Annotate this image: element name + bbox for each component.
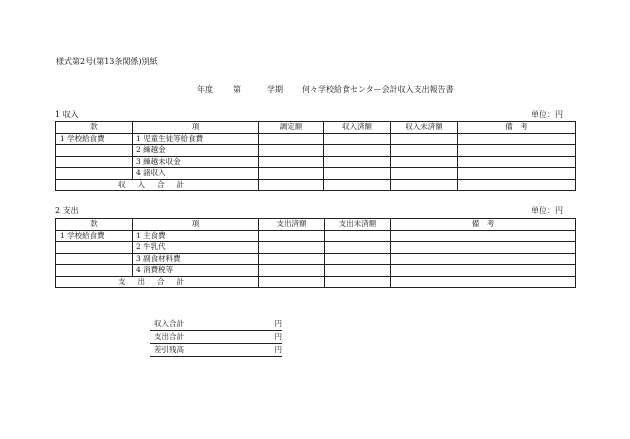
summary-unit: 円 bbox=[274, 345, 282, 354]
empty-cell bbox=[259, 265, 325, 277]
empty-cell bbox=[325, 253, 391, 265]
title-name: 何々学校給食センター会計収入支出報告書 bbox=[302, 85, 454, 94]
col-kou: 項 bbox=[133, 122, 259, 134]
empty-cell bbox=[56, 265, 133, 277]
empty-cell bbox=[458, 168, 576, 180]
kan-cell: 1 学校給食費 bbox=[56, 133, 133, 145]
empty-cell bbox=[391, 156, 458, 168]
item-cell: 1 主食費 bbox=[133, 230, 259, 242]
income-table bbox=[55, 121, 576, 191]
item-cell: 1 児童生徒等給食費 bbox=[133, 133, 259, 145]
empty-cell bbox=[259, 179, 324, 191]
expense-unit: 単位：円 bbox=[531, 206, 563, 215]
table-row bbox=[56, 265, 576, 277]
empty-cell bbox=[458, 179, 576, 191]
col-shishutsu-zumi: 支出済額 bbox=[259, 219, 325, 231]
empty-cell bbox=[324, 145, 391, 157]
empty-cell bbox=[391, 230, 576, 242]
empty-cell bbox=[56, 168, 133, 180]
summary-balance bbox=[150, 345, 282, 357]
total-label: 支出合計 bbox=[56, 276, 259, 288]
item-cell: 3 繰越未収金 bbox=[133, 156, 259, 168]
empty-cell bbox=[56, 242, 133, 254]
empty-cell bbox=[391, 168, 458, 180]
expense-heading: 2 支出 bbox=[55, 206, 79, 215]
col-kan: 款 bbox=[56, 219, 133, 231]
expense-header-row bbox=[56, 219, 576, 231]
empty-cell bbox=[391, 179, 458, 191]
income-unit: 単位：円 bbox=[531, 110, 563, 119]
empty-cell bbox=[458, 145, 576, 157]
table-row bbox=[56, 168, 576, 180]
empty-cell bbox=[259, 253, 325, 265]
empty-cell bbox=[391, 253, 576, 265]
form-label: 様式第2号(第13条関係)別紙 bbox=[56, 57, 158, 66]
summary-label: 収入合計 bbox=[154, 319, 184, 328]
income-total-row bbox=[56, 179, 576, 191]
col-biko: 備 考 bbox=[458, 122, 576, 134]
empty-cell bbox=[324, 133, 391, 145]
empty-cell bbox=[56, 253, 133, 265]
empty-cell bbox=[259, 168, 324, 180]
item-cell: 2 牛乳代 bbox=[133, 242, 259, 254]
kan-cell: 1 学校給食費 bbox=[56, 230, 133, 242]
empty-cell bbox=[458, 156, 576, 168]
empty-cell bbox=[259, 276, 325, 288]
empty-cell bbox=[324, 156, 391, 168]
title-nendo: 年度 bbox=[197, 85, 213, 94]
col-kan: 款 bbox=[56, 122, 133, 134]
empty-cell bbox=[259, 242, 325, 254]
col-choteigaku: 調定額 bbox=[259, 122, 324, 134]
empty-cell bbox=[259, 145, 324, 157]
empty-cell bbox=[325, 265, 391, 277]
empty-cell bbox=[458, 133, 576, 145]
empty-cell bbox=[324, 179, 391, 191]
empty-cell bbox=[391, 276, 576, 288]
empty-cell bbox=[259, 133, 324, 145]
table-row bbox=[56, 253, 576, 265]
summary-unit: 円 bbox=[274, 319, 282, 328]
item-cell: 2 繰越金 bbox=[133, 145, 259, 157]
expense-table bbox=[55, 218, 576, 288]
summary-label: 支出合計 bbox=[154, 332, 184, 341]
item-cell: 4 諸収入 bbox=[133, 168, 259, 180]
expense-total-row bbox=[56, 276, 576, 288]
empty-cell bbox=[391, 265, 576, 277]
empty-cell bbox=[259, 230, 325, 242]
empty-cell bbox=[324, 168, 391, 180]
empty-cell bbox=[325, 242, 391, 254]
empty-cell bbox=[56, 156, 133, 168]
summary-expense-total bbox=[150, 332, 282, 344]
title-dai: 第 bbox=[233, 85, 241, 94]
empty-cell bbox=[391, 133, 458, 145]
item-cell: 4 消費税等 bbox=[133, 265, 259, 277]
col-shunyu-zumi: 収入済額 bbox=[324, 122, 391, 134]
empty-cell bbox=[325, 276, 391, 288]
col-shishutsu-mizumi: 支出未済額 bbox=[325, 219, 391, 231]
empty-cell bbox=[391, 145, 458, 157]
item-cell: 3 副食材料費 bbox=[133, 253, 259, 265]
income-header-row bbox=[56, 122, 576, 134]
col-kou: 項 bbox=[133, 219, 259, 231]
table-row bbox=[56, 133, 576, 145]
summary-income-total bbox=[150, 319, 282, 331]
table-row bbox=[56, 156, 576, 168]
table-row bbox=[56, 242, 576, 254]
summary-label: 差引残高 bbox=[154, 345, 184, 354]
empty-cell bbox=[325, 230, 391, 242]
total-label: 収入合計 bbox=[56, 179, 259, 191]
col-biko: 備 考 bbox=[391, 219, 576, 231]
table-row bbox=[56, 230, 576, 242]
empty-cell bbox=[391, 242, 576, 254]
title-gakki: 学期 bbox=[267, 85, 283, 94]
table-row bbox=[56, 145, 576, 157]
empty-cell bbox=[259, 156, 324, 168]
summary-unit: 円 bbox=[274, 332, 282, 341]
empty-cell bbox=[56, 145, 133, 157]
income-heading: 1 収入 bbox=[55, 110, 79, 119]
col-shunyu-mizumi: 収入未済額 bbox=[391, 122, 458, 134]
